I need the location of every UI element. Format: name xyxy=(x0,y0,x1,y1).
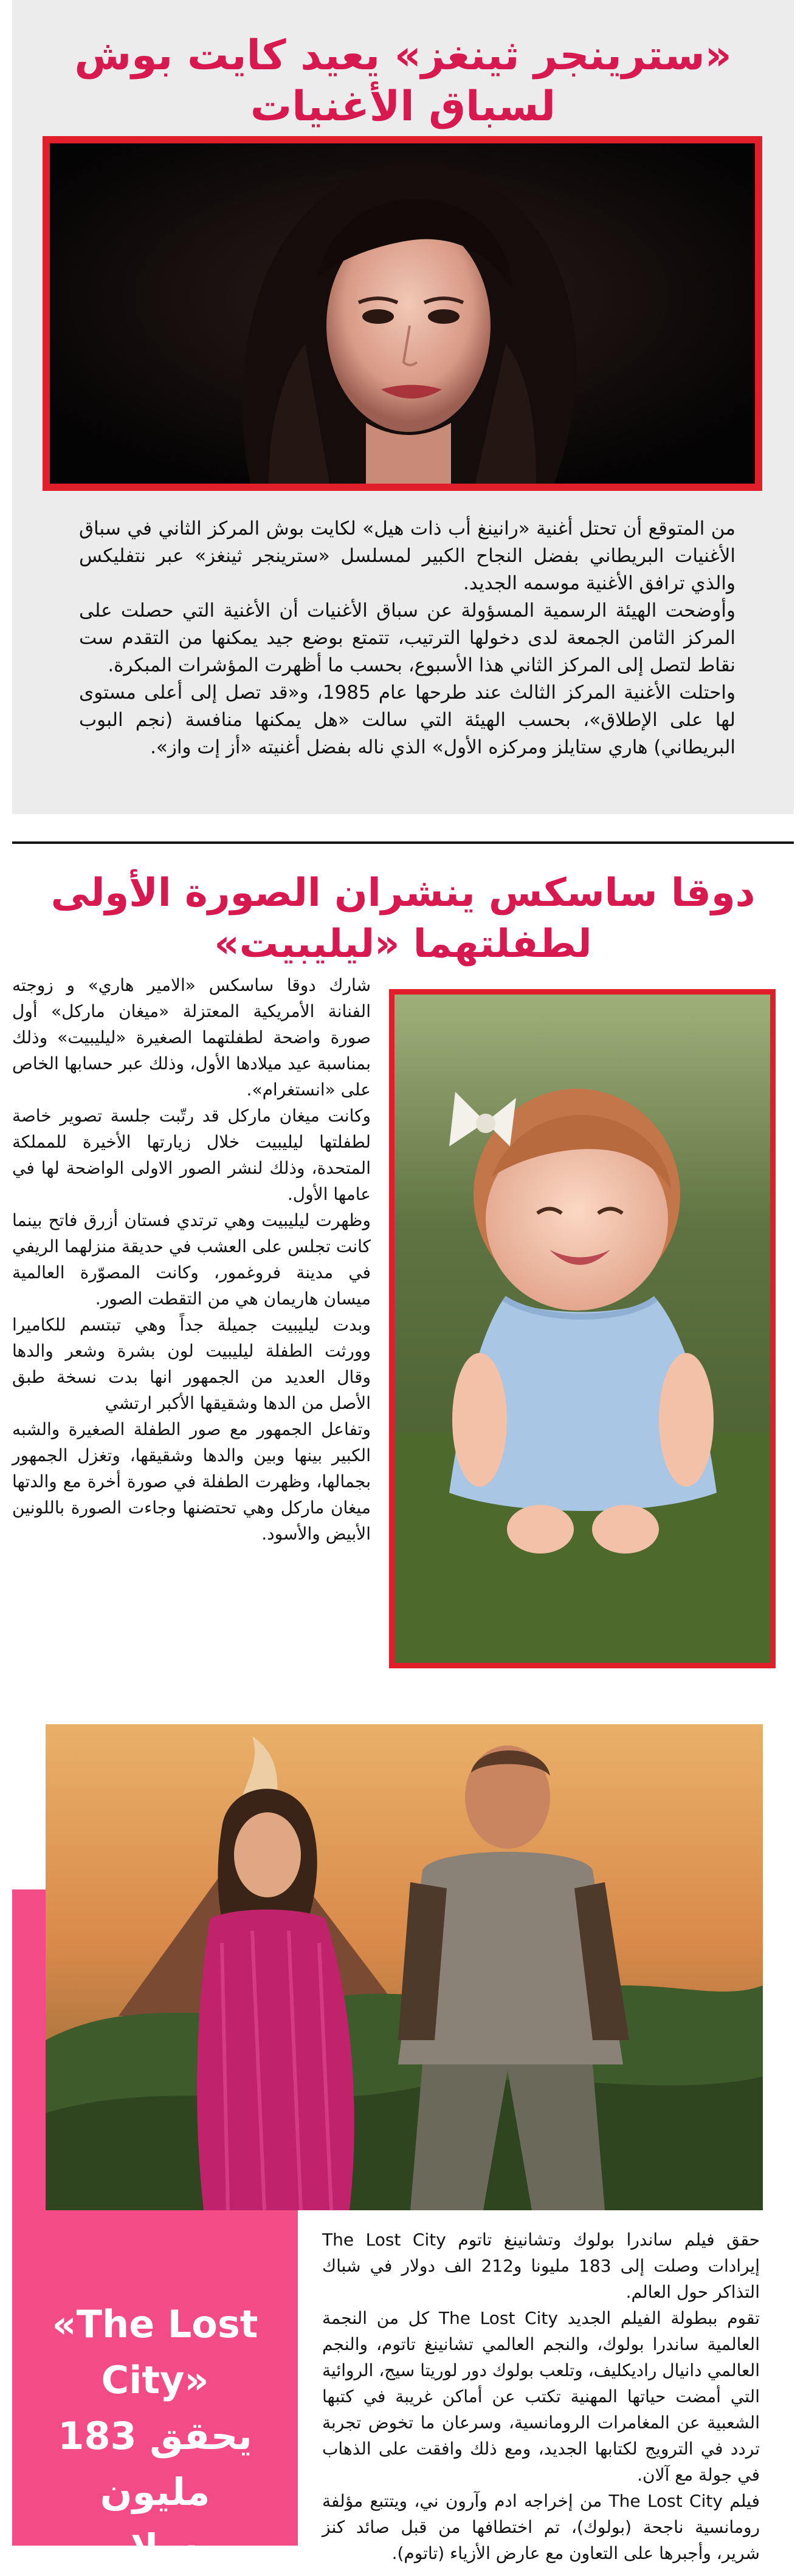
paragraph: وتفاعل الجمهور مع صور الطفلة الصغيرة والشبه الكبير بينها وبين والدها وشقيقها، وتغزل الجمهور بجمالها، وظهرت الطفلة في صورة أخرة مع والدتها ميغان ماركل وهي تحتضنها وجاءت الصورة باللونين الأبيض والأسود. xyxy=(12,1419,371,1544)
title-line: دولار xyxy=(108,2526,202,2570)
section-divider xyxy=(12,841,794,844)
paragraph: وبدت ليليبيت جميلة جداً وهي تبتسم للكاميرا وورثت الطفلة ليليبيت لون بشرة وشعر والدها وقال العديد من الجمهور انها بدت نسخة طبق الأصل من الدها وشقيقها الأكبر ارتشي xyxy=(12,1315,371,1413)
lilibet-photo xyxy=(389,989,776,1668)
article-body xyxy=(79,515,735,761)
paragraph: تقوم ببطولة الفيلم الجديد The Lost City كل من النجمة العالمية ساندرا بولوك، والنجم العالمي تشانينغ تاتوم، والنجم العالمي دانيال راديكليف، وتلعب بولوك دور لوريتا سيج، الروائية التي أمضت حياتها المهنية تكتب عن أماكن غريبة في كتبها الشعبية عن المغامرات الرومانسية، وسرعان ما تخوض تجربة تردد في الترويج لكتابها الجديد، ومع ذلك وافقت على الذهاب في جولة مع آلان. xyxy=(322,2308,760,2485)
paragraph: فيلم The Lost City من إخراجه ادم وآرون ني، ويتتبع مؤلفة رومانسية ناجحة (بولوك)، تم اختطافها من قبل صائد كنز شرير، وأجبرها على التعاون مع عارض الأزياء (تاتوم). xyxy=(322,2491,760,2563)
paragraph: من المتوقع أن تحتل أغنية «رانينغ أب ذات هيل» لكايت بوش المركز الثاني في سباق الأغنيات البريطاني بفضل النجاح الكبير لمسلسل «سترينجر ثينغز» عبر نتفليكس والذي ترافق الأغنية موسمه الجديد. xyxy=(79,518,735,594)
article-body xyxy=(322,2227,760,2566)
article-title xyxy=(12,2297,298,2576)
paragraph: حقق فيلم ساندرا بولوك وتشانينغ تاتوم The Lost City إيرادات وصلت إلى 183 مليونا و212 الف دولار في شباك التذاكر حول العالم. xyxy=(322,2230,760,2302)
title-line: «The Lost City» xyxy=(52,2302,258,2402)
article-title: دوقا ساسكس ينشران الصورة الأولى لطفلتهما «ليليبيت» xyxy=(50,871,756,967)
paragraph: وأوضحت الهيئة الرسمية المسؤولة عن سباق الأغنيات أن الأغنية التي حصلت على المركز الثامن الجمعة لدى دخولها الترتيب، تتمتع بوضع جيد يمكنها من التقدم ست نقاط لتصل إلى المركز الثاني هذا الأسبوع، بحسب ما أظهرت المؤشرات المبكرة. xyxy=(79,600,735,676)
article-body xyxy=(12,972,371,1547)
paragraph: واحتلت الأغنية المركز الثالث عند طرحها عام 1985، و«قد تصل إلى أعلى مستوى لها على الإطلاق»، بحسب الهيئة التي سالت «هل يمكنها منافسة (نجم البوب البريطاني) هاري ستايلز ومركزه الأول» الذي ناله بفضل أغنيته «أز إت واز». xyxy=(79,682,735,758)
article-kate-bush xyxy=(12,0,794,814)
the-lost-city-photo xyxy=(46,1724,763,2210)
paragraph: وكانت ميغان ماركل قد رتّبت جلسة تصوير خاصة لطفلتها ليليبيت خلال زيارتها الأخيرة للمملكة المتحدة، وذلك لنشر الصور الاولى الواضحة لها في عامها الأول. xyxy=(12,1106,371,1204)
paragraph: وظهرت ليليبيت وهي ترتدي فستان أزرق فاتح بينما كانت تجلس على العشب في حديقة منزلهما الريفي في مدينة فروغمور، وكانت المصوّرة العالمية ميسان هاريمان هي من التقطت الصور. xyxy=(12,1210,371,1309)
article-title: «سترينجر ثينغز» يعيد كايت بوش لسباق الأغنيات xyxy=(74,32,732,131)
paragraph: شارك دوقا ساسكس «الامير هاري» و زوجته الفنانة الأمريكية المعتزلة «ميغان ماركل» أول صورة واضحة لطفلتهما الصغيرة «ليليبيت» وذلك بمناسبة عيد ميلادها الأول، وذلك عبر حسابها الخاص على «انستغرام». xyxy=(12,975,371,1100)
title-line: يحقق 183 مليون xyxy=(58,2414,252,2514)
kate-bush-photo xyxy=(43,136,762,491)
